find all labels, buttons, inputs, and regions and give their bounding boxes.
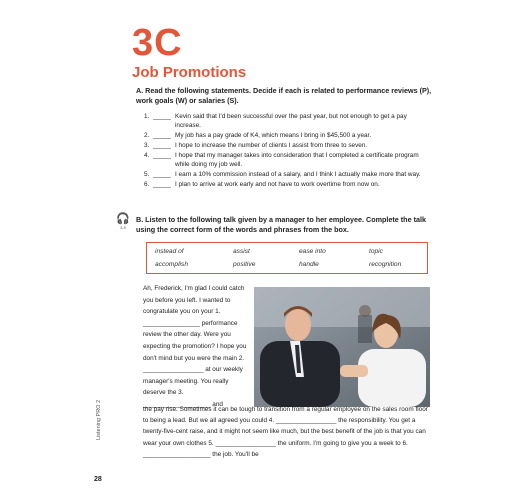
item-number: 4.	[144, 152, 150, 160]
list-item	[144, 142, 434, 151]
talk-text-full: the pay rise. Sometimes it can be tough to transition from a regular employee on the sales room floor to being a lead. But we all agreed you could 4. _________________ the responsibility. You get a twenty-five-cent raise, and it might not seem like much, but the best benefit of the job is that you can wear your own clothes 5. _________________ the uniform. I'm going to give you a week to 6. ___________________ the job. You'll be	[143, 406, 428, 458]
page-number: 28	[94, 476, 102, 483]
answer-blank: _____	[153, 131, 171, 139]
item-text: I hope that my manager takes into consideration that I completed a certificate program while doing my job well.	[175, 152, 419, 168]
word-box-item: recognition	[369, 261, 402, 268]
audio-track-marker	[116, 213, 130, 230]
office-photo	[254, 287, 430, 407]
answer-blank: _____	[153, 170, 171, 178]
side-label: Listening PRO 2	[96, 399, 102, 440]
section-a-instruction: A. Read the following statements. Decide if each is related to performance reviews (P), work goals (W) or salaries (S).	[136, 86, 432, 105]
answer-blank: _____	[153, 152, 171, 160]
word-box	[146, 242, 428, 274]
section-b-instruction: B. Listen to the following talk given by a manager to her employee. Complete the talk using the correct form of the words and phrases from the box.	[136, 215, 426, 234]
item-text: I plan to arrive at work early and not have to work overtime from now on.	[175, 181, 380, 189]
item-number: 3.	[144, 141, 150, 149]
headphones-icon: 🎧	[116, 213, 130, 225]
item-number: 2.	[144, 131, 150, 139]
word-box-item: topic	[369, 248, 383, 255]
item-text: I hope to increase the number of clients I assist from three to seven.	[175, 141, 368, 149]
word-box-item: instead of	[155, 248, 184, 255]
answer-blank: _____	[153, 113, 171, 120]
talk-text-left: Ah, Frederick, I'm glad I could catch you before you left. I wanted to congratulate you on your 1. ________________ performance review the other day. Were you expecting the promotion? I hope you don't mind but you were the main 2. _________________ at our weekly manager's meeting. You really deserve the 3. ___________________ and	[143, 285, 247, 408]
word-box-item: handle	[299, 261, 319, 268]
list-item	[144, 181, 434, 190]
item-number: 5.	[144, 170, 150, 178]
list-item	[144, 152, 434, 169]
word-box-item: positive	[233, 261, 256, 268]
word-box-item: ease into	[299, 248, 326, 255]
item-text: Kevin said that I'd been successful over the past year, but not enough to get a pay increase.	[175, 113, 407, 129]
list-item	[144, 171, 434, 180]
lesson-title: Job Promotions	[132, 64, 247, 81]
item-text: My job has a pay grade of K4, which means I bring in $45,500 a year.	[175, 131, 372, 139]
item-text: I earn a 10% commission instead of a salary, and I think I actually make more that way.	[175, 170, 421, 178]
answer-blank: _____	[153, 181, 171, 189]
word-box-item: accomplish	[155, 261, 188, 268]
list-item	[144, 113, 434, 130]
item-number: 1.	[144, 113, 150, 120]
statement-list	[144, 113, 434, 191]
word-box-item: assist	[233, 248, 250, 255]
answer-blank: _____	[153, 141, 171, 149]
lesson-number: 3C	[132, 22, 183, 64]
list-item	[144, 132, 434, 141]
item-number: 6.	[144, 181, 150, 189]
audio-track-number: 3-9	[120, 225, 126, 230]
